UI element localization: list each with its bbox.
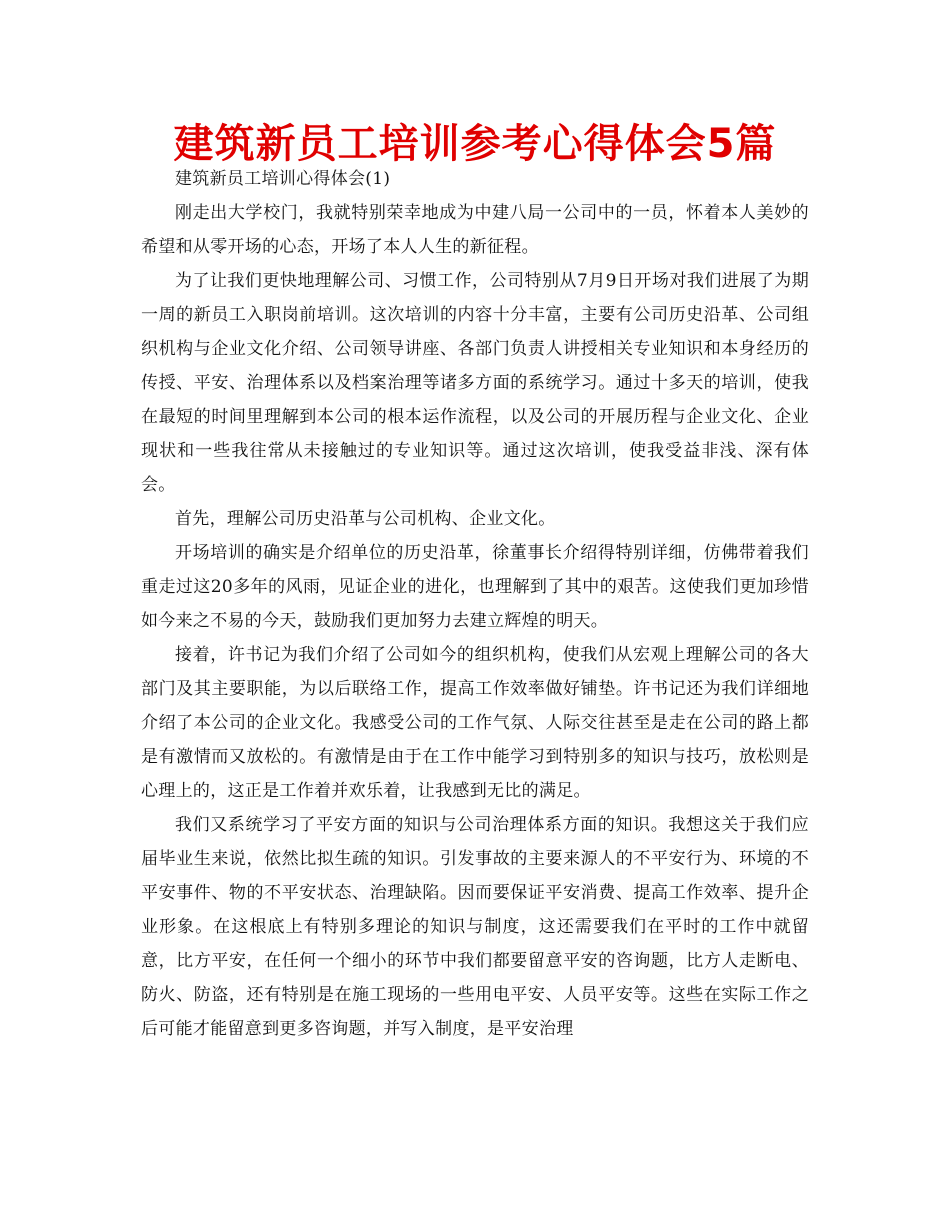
body-paragraph: 为了让我们更快地理解公司、习惯工作，公司特别从7月9日开场对我们进展了为期一周的新员工入职岗前培训。这次培训的内容十分丰富，主要有公司历史沿革、公司组织机构与企业文化介绍、公司领导讲座、各部门负责人讲授相关专业知识和本身经历的传授、平安、治理体系以及档案治理等诸多方面的系统学习。通过十多天的培训，使我在最短的时间里理解到本公司的根本运作流程，以及公司的开展历程与企业文化、企业现状和一些我往常从未接触过的专业知识等。通过这次培训，使我受益非浅、深有体会。 bbox=[141, 271, 809, 495]
body-paragraph: 开场培训的确实是介绍单位的历史沿革，徐董事长介绍得特别详细，仿佛带着我们重走过这20多年的风雨，见证企业的进化，也理解到了其中的艰苦。这使我们更加珍惜如今来之不易的今天，鼓励我们更加努力去建立辉煌的明天。 bbox=[141, 543, 809, 631]
document-title: 建筑新员工培训参考心得体会5篇 bbox=[173, 121, 777, 167]
body-paragraph: 建筑新员工培训心得体会(1) bbox=[175, 169, 391, 189]
body-paragraph: 首先，理解公司历史沿革与公司机构、企业文化。 bbox=[175, 509, 556, 529]
body-paragraph: 我们又系统学习了平安方面的知识与公司治理体系方面的知识。我想这关于我们应届毕业生来说，依然比拟生疏的知识。引发事故的主要来源人的不平安行为、环境的不平安事件、物的不平安状态、治理缺陷。因而要保证平安消费、提高工作效率、提升企业形象。在这根底上有特别多理论的知识与制度，这还需要我们在平时的工作中就留意，比方平安，在任何一个细小的环节中我们都要留意平安的咨询题，比方人走断电、防火、防盗，还有特别是在施工现场的一些用电平安、人员平安等。这些在实际工作之后可能才能留意到更多咨询题，并写入制度，是平安治理 bbox=[141, 815, 809, 1039]
body-paragraph: 接着，许书记为我们介绍了公司如今的组织机构，使我们从宏观上理解公司的各大部门及其主要职能，为以后联络工作，提高工作效率做好铺垫。许书记还为我们详细地介绍了本公司的企业文化。我感受公司的工作气氛、人际交往甚至是走在公司的路上都是有激情而又放松的。有激情是由于在工作中能学习到特别多的知识与技巧，放松则是心理上的，这正是工作着并欢乐着，让我感到无比的满足。 bbox=[141, 645, 809, 801]
document-body bbox=[141, 162, 809, 1046]
body-paragraph: 刚走出大学校门，我就特别荣幸地成为中建八局一公司中的一员，怀着本人美妙的希望和从零开场的心态，开场了本人人生的新征程。 bbox=[141, 203, 809, 257]
